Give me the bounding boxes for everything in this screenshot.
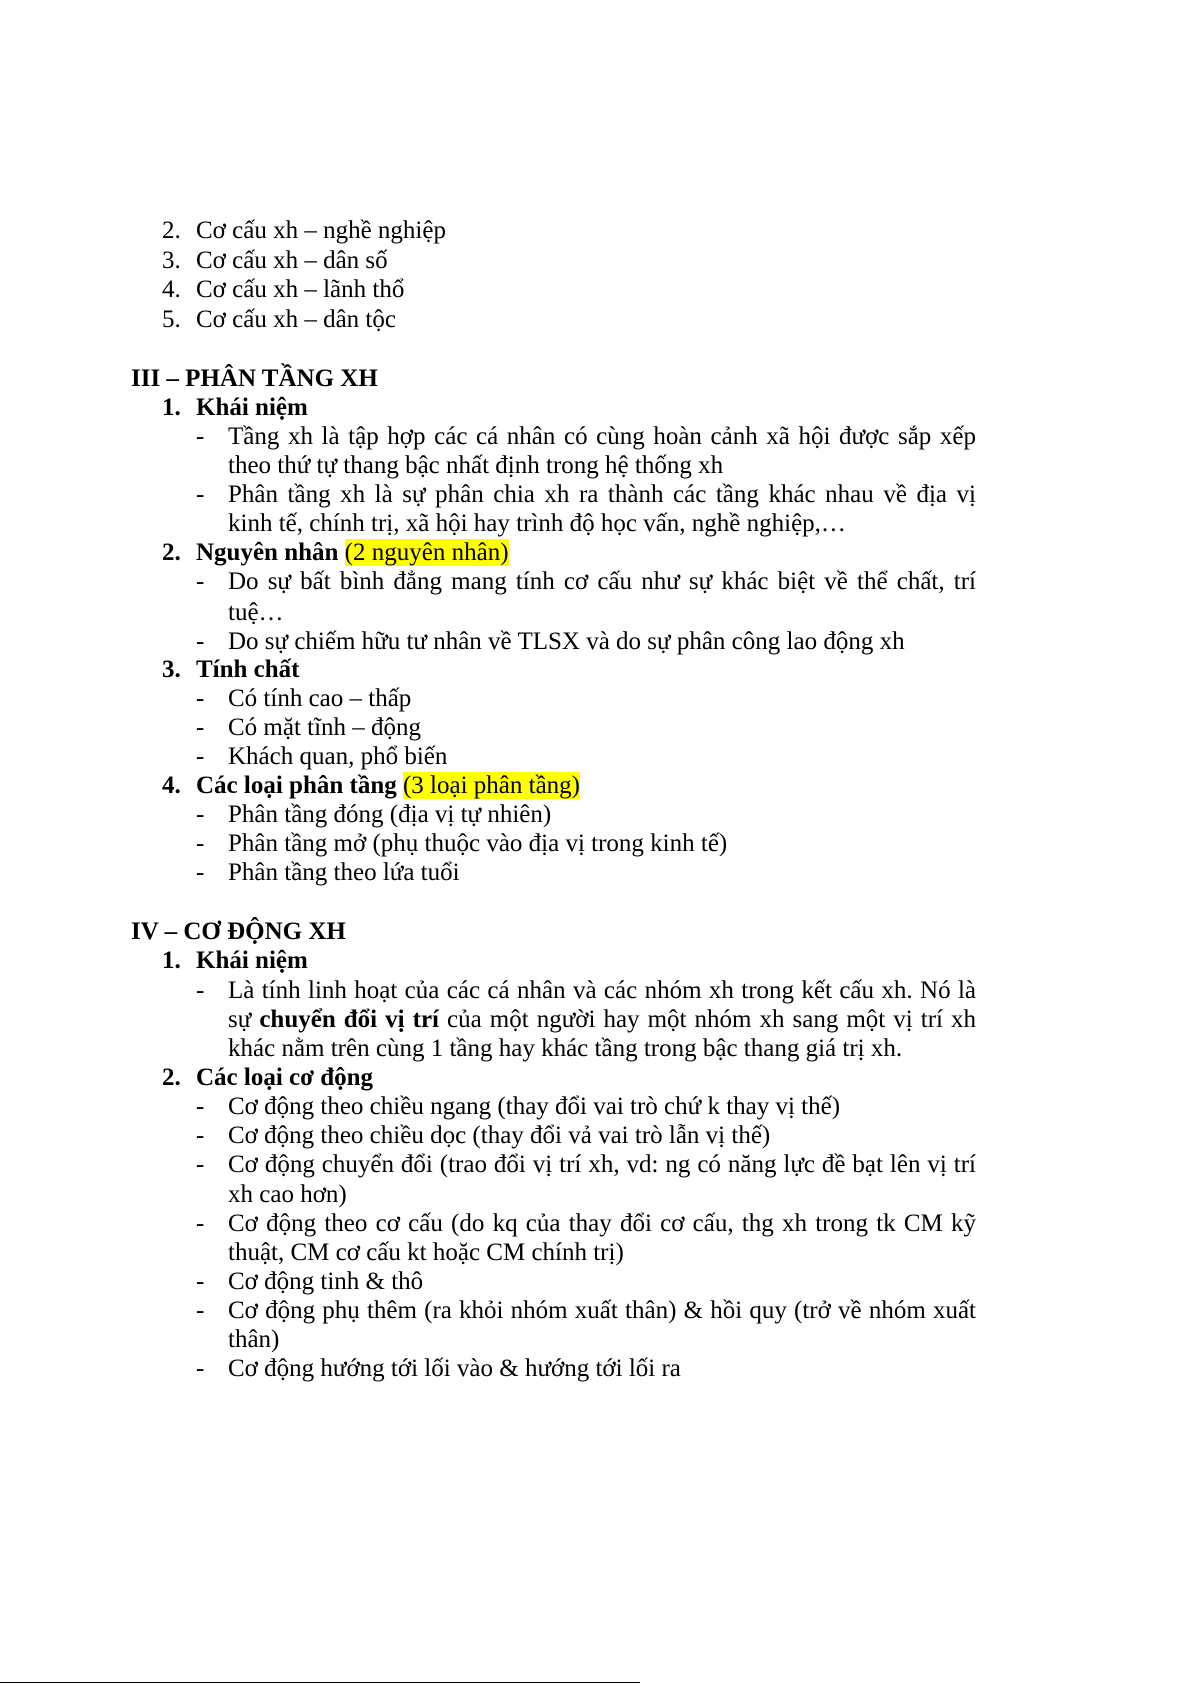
bullet-text: Phân tầng mở (phụ thuộc vào địa vị trong kinh tế) [228,830,728,857]
bullet-item: - [196,977,205,1004]
bullet-item: - [196,685,205,712]
bullet-text: Có tính cao – thấp [228,685,412,712]
list-item: 3. Cơ cấu xh – dân số [162,247,388,274]
bullet-text: thuật, CM cơ cấu kt hoặc CM chính trị) [228,1239,624,1266]
bullet-item: - [196,1268,205,1295]
list-item: 5. Cơ cấu xh – dân tộc [162,306,396,333]
bullet-text: Cơ động theo chiều ngang (thay đổi vai trò chứ k thay vị thế) [228,1093,841,1120]
bullet-item: - [196,1297,205,1324]
bullet-text: kinh tế, chính trị, xã hội hay trình độ học vấn, nghề nghiệp,… [228,510,846,537]
bullet-item: - [196,1210,205,1237]
bullet-item: - [196,423,205,450]
bullet-item: - [196,1355,205,1382]
highlight-note: (3 loại phân tầng) [402,772,581,799]
bullet-text: Cơ động theo cơ cấu (do kq của thay đổi cơ cấu, thg xh trong tk CM kỹ [228,1210,976,1237]
bullet-text: Cơ động phụ thêm (ra khỏi nhóm xuất thân) & hồi quy (trở về nhóm xuất [228,1297,976,1324]
footer-divider [0,1682,640,1683]
bullet-text: tuệ… [228,599,284,626]
bullet-text: Có mặt tĩnh – động [228,714,422,741]
bullet-text: Cơ động hướng tới lối vào & hướng tới lối ra [228,1355,681,1382]
bullet-text: thân) [228,1326,280,1353]
subsection-heading: 4. Các loại phân tầng (3 loại phân tầng) [162,772,581,799]
list-item: 2. Cơ cấu xh – nghề nghiệp [162,217,446,244]
subsection-heading: 1. Khái niệm [162,947,308,974]
bullet-text: theo thứ tự thang bậc nhất định trong hệ thống xh [228,452,724,479]
bullet-item: - [196,801,205,828]
bullet-text: Phân tầng đóng (địa vị tự nhiên) [228,801,552,828]
bullet-item: - [196,859,205,886]
bullet-item: - [196,481,205,508]
bullet-text: Cơ động chuyển đổi (trao đổi vị trí xh, vd: ng có năng lực đề bạt lên vị trí [228,1151,976,1178]
bullet-item: - [196,1122,205,1149]
bullet-item: - [196,1093,205,1120]
bullet-text: Phân tầng theo lứa tuổi [228,859,460,886]
list-item: 4. Cơ cấu xh – lãnh thổ [162,276,405,303]
subsection-heading: 2. Các loại cơ động [162,1064,374,1091]
bullet-item: - [196,1151,205,1178]
section-heading: IV – CƠ ĐỘNG XH [131,918,346,945]
bullet-item: - [196,743,205,770]
bullet-text: xh cao hơn) [228,1181,347,1208]
bullet-text: Do sự chiếm hữu tư nhân về TLSX và do sự phân công lao động xh [228,628,905,655]
bullet-text: Do sự bất bình đẳng mang tính cơ cấu như sự khác biệt về thể chất, trí [228,568,976,595]
bullet-item: - [196,628,205,655]
subsection-heading: 2. Nguyên nhân (2 nguyên nhân) [162,539,509,566]
bullet-item: - [196,830,205,857]
bullet-text: khác nằm trên cùng 1 tầng hay khác tầng trong bậc thang giá trị xh. [228,1035,903,1062]
highlight-note: (2 nguyên nhân) [344,539,509,566]
bullet-text: Khách quan, phổ biến [228,743,448,770]
bullet-text: sự chuyển đổi vị trí của một người hay một nhóm xh sang một vị trí xh [228,1006,977,1033]
bullet-text: Cơ động theo chiều dọc (thay đổi vả vai trò lẫn vị thế) [228,1122,771,1149]
bullet-text: Cơ động tinh & thô [228,1268,424,1295]
bullet-item: - [196,714,205,741]
bullet-text: Tầng xh là tập hợp các cá nhân có cùng hoàn cảnh xã hội được sắp xếp [228,423,976,450]
bullet-item: - [196,568,205,595]
bullet-text: Phân tầng xh là sự phân chia xh ra thành các tầng khác nhau về địa vị [228,481,976,508]
bullet-text: Là tính linh hoạt của các cá nhân và các nhóm xh trong kết cấu xh. Nó là [228,977,976,1004]
subsection-heading: 3. Tính chất [162,656,300,683]
section-heading: III – PHÂN TẦNG XH [131,365,378,392]
subsection-heading: 1. Khái niệm [162,394,308,421]
